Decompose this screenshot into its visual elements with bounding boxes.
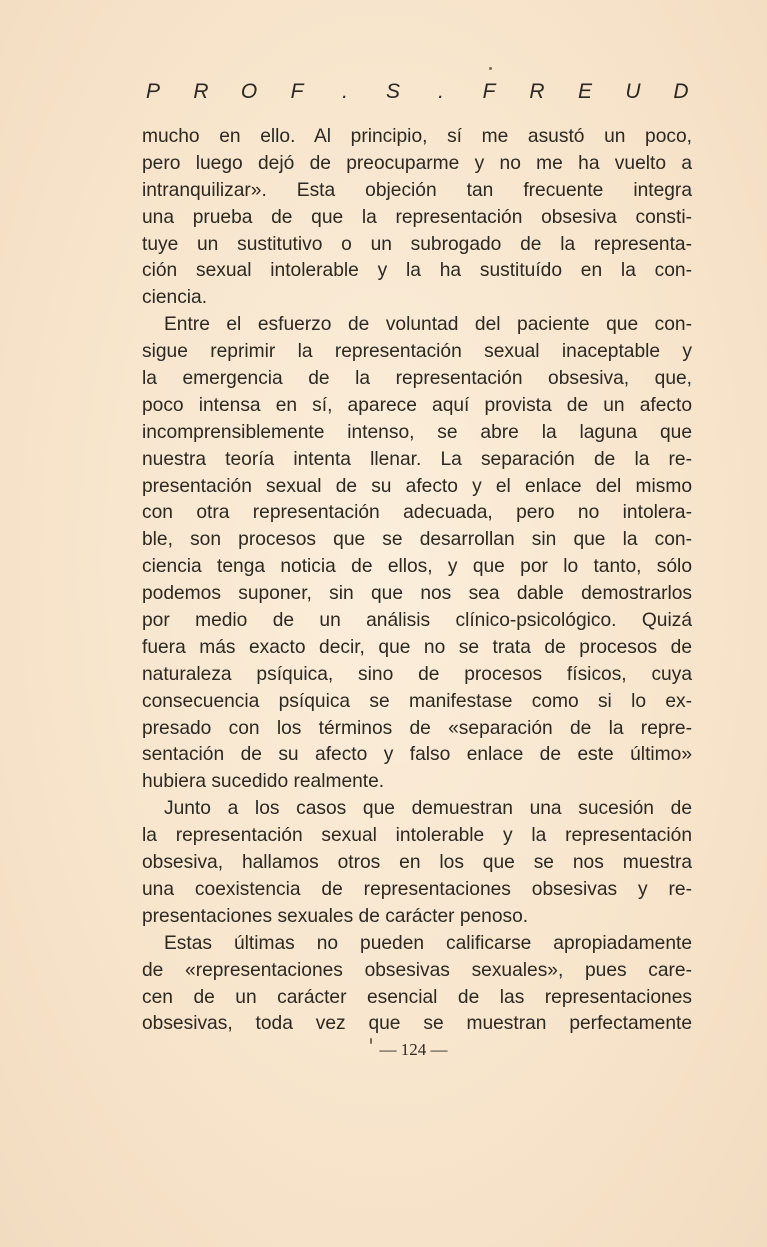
- paper-speck: [370, 1038, 372, 1044]
- text-line: ciencia.: [142, 287, 208, 309]
- text-line: una prueba de que la representación obsesiva consti-: [142, 206, 692, 228]
- header-letter: U: [625, 80, 641, 103]
- header-letter: O: [240, 80, 258, 103]
- text-line: presado con los términos de «separación de la repre-: [142, 717, 692, 739]
- text-line: nuestra teoría intenta llenar. La separación de la re-: [142, 448, 692, 470]
- text-line: sentación de su afecto y falso enlace de este último»: [142, 744, 692, 766]
- text-line: hubiera sucedido realmente.: [142, 771, 385, 793]
- text-line: Junto a los casos que demuestran una sucesión de: [164, 798, 692, 820]
- text-line: mucho en ello. Al principio, sí me asustó un poco,: [142, 126, 692, 147]
- text-line: presentación sexual de su afecto y el enlace del mismo: [142, 475, 692, 497]
- text-line: fuera más exacto decir, que no se trata de procesos de: [142, 636, 692, 658]
- text-line: de «representaciones obsesivas sexuales», pues care-: [142, 959, 692, 981]
- text-line: obsesivas, toda vez que se muestran perfectamente: [142, 1013, 692, 1035]
- text-line: ciencia tenga noticia de ellos, y que por lo tanto, sólo: [142, 556, 692, 578]
- text-line: poco intensa en sí, aparece aquí provista de un afecto: [142, 394, 692, 416]
- header-letter: F: [482, 80, 496, 103]
- header-letter: .: [342, 80, 348, 103]
- text-line: sigue reprimir la representación sexual inaceptable y: [142, 341, 692, 363]
- text-line: Estas últimas no pueden calificarse apropiadamente: [164, 932, 692, 954]
- text-line: ble, son procesos que se desarrollan sin que la con-: [142, 529, 692, 551]
- text-line: podemos suponer, sin que nos sea dable demostrarlos: [142, 583, 692, 605]
- text-line: una coexistencia de representaciones obsesivas y re-: [142, 878, 692, 900]
- paper-speck: [489, 67, 492, 70]
- running-header: [142, 80, 692, 104]
- header-letter: R: [193, 80, 209, 103]
- header-letter: D: [673, 80, 689, 103]
- header-letter: P: [145, 80, 160, 103]
- header-letter: R: [529, 80, 545, 103]
- text-line: consecuencia psíquica se manifestase como si lo ex-: [142, 690, 692, 712]
- body-text: [142, 124, 692, 1038]
- text-line: incomprensiblemente intenso, se abre la laguna que: [142, 421, 692, 443]
- text-line: con otra representación adecuada, pero no intolera-: [142, 502, 692, 524]
- header-letter: .: [438, 80, 444, 103]
- header-letter: F: [290, 80, 304, 103]
- text-line: naturaleza psíquica, sino de procesos físicos, cuya: [142, 663, 692, 685]
- header-letter: E: [577, 80, 592, 103]
- text-line: intranquilizar». Esta objeción tan frecuente integra: [142, 179, 692, 201]
- text-line: presentaciones sexuales de carácter penoso.: [142, 905, 529, 927]
- text-line: cen de un carácter esencial de las representaciones: [142, 986, 692, 1008]
- text-line: Entre el esfuerzo de voluntad del paciente que con-: [164, 314, 692, 336]
- text-line: ción sexual intolerable y la ha sustituído en la con-: [142, 260, 692, 282]
- text-line: tuye un sustitutivo o un subrogado de la representa-: [142, 233, 692, 255]
- page-number: — 124 —: [379, 1040, 448, 1059]
- text-line: pero luego dejó de preocuparme y no me ha vuelto a: [142, 152, 692, 174]
- text-line: la emergencia de la representación obsesiva, que,: [142, 368, 692, 390]
- text-line: la representación sexual intolerable y la representación: [142, 825, 692, 847]
- text-line: obsesiva, hallamos otros en los que se nos muestra: [142, 852, 692, 874]
- text-line: por medio de un análisis clínico-psicológico. Quizá: [142, 610, 692, 632]
- header-letter: S: [385, 80, 400, 103]
